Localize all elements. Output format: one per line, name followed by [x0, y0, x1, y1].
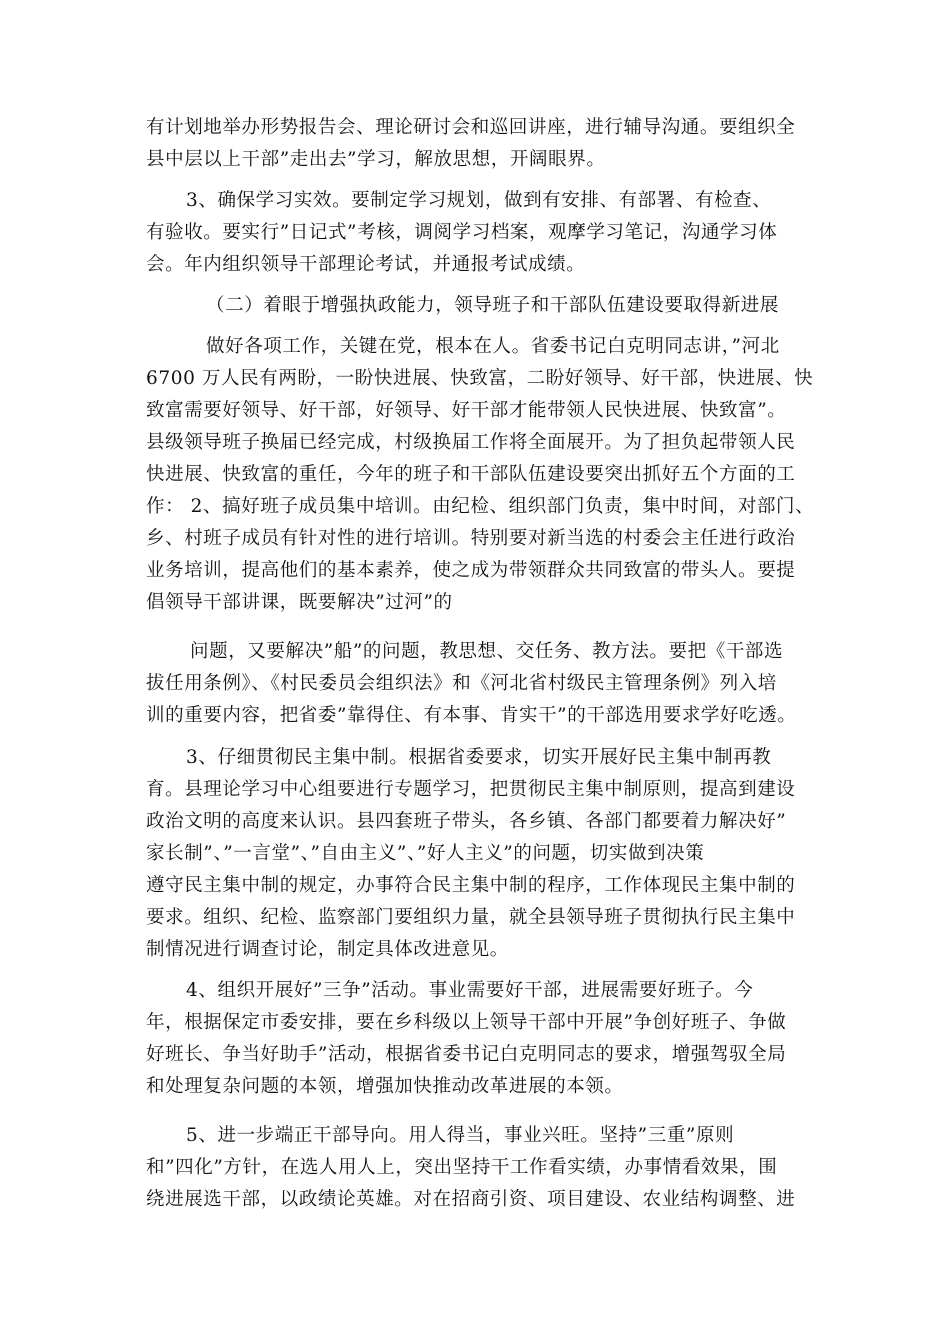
text-line: 育。县理论学习中心组要进行专题学习，把贯彻民主集中制原则，提高到建设	[146, 779, 796, 800]
text-line: 县中层以上干部”走出去”学习，解放思想，开阔眼界。	[146, 149, 606, 170]
text-line: 致富需要好领导、好干部，好领导、好干部才能带领人民快进展、快致富”。	[146, 400, 787, 421]
text-line: 政治文明的高度来认识。县四套班子带头，各乡镇、各部门都要着力解决好”	[146, 811, 787, 832]
text-line: 作： 2、搞好班子成员集中培训。由纪检、组织部门负责，集中时间，对部门、	[146, 496, 815, 517]
text-line: 绕进展选干部，以政绩论英雄。对在招商引资、项目建设、农业结构调整、进	[146, 1189, 796, 1210]
text-line: 遵守民主集中制的规定，办事符合民主集中制的程序，工作体现民主集中制的	[146, 875, 796, 896]
text-line: 6700 万人民有两盼，一盼快进展、快致富，二盼好领导、好干部，快进展、快	[146, 368, 814, 389]
text-line: 制情况进行调查讨论，制定具体改进意见。	[146, 939, 509, 960]
text-line: 有验收。要实行”日记式”考核，调阅学习档案，观摩学习笔记，沟通学习体	[146, 222, 778, 243]
text-line: 家长制”、”一言堂”、”自由主义”、”好人主义”的问题，切实做到决策	[146, 843, 705, 864]
text-line: 3、仔细贯彻民主集中制。根据省委要求，切实开展好民主集中制再教	[186, 747, 772, 768]
text-line: 年，根据保定市委安排，要在乡科级以上领导干部中开展”争创好班子、争做	[146, 1012, 787, 1033]
text-line: 乡、村班子成员有针对性的进行培训。特别要对新当选的村委会主任进行政治	[146, 528, 796, 549]
text-line: 好班长、争当好助手”活动，根据省委书记白克明同志的要求，增强驾驭全局	[146, 1044, 787, 1065]
text-line: 要求。组织、纪检、监察部门要组织力量，就全县领导班子贯彻执行民主集中	[146, 907, 796, 928]
text-line: 做好各项工作，关键在党，根本在人。省委书记白克明同志讲，”河北	[206, 336, 780, 357]
text-line: 和处理复杂问题的本领，增强加快推动改革进展的本领。	[146, 1076, 624, 1097]
text-line: 5、进一步端正干部导向。用人得当，事业兴旺。坚持”三重”原则	[186, 1125, 735, 1146]
text-line: 问题，又要解决”船”的问题，教思想、交任务、教方法。要把《干部选	[190, 641, 784, 662]
text-line: 训的重要内容，把省委”靠得住、有本事、肯实干”的干部选用要求学好吃透。	[146, 705, 797, 726]
text-line: 和”四化”方针，在选人用人上，突出坚持干工作看实绩，办事情看效果，围	[146, 1157, 778, 1178]
text-line: 倡领导干部讲课，既要解决”过河”的	[146, 592, 453, 613]
text-line: 会。年内组织领导干部理论考试，并通报考试成绩。	[146, 254, 586, 275]
text-line: 拔任用条例》、《村民委员会组织法》和《河北省村级民主管理条例》列入培	[146, 673, 777, 694]
section-heading: （二）着眼于增强执政能力，领导班子和干部队伍建设要取得新进展	[206, 295, 780, 316]
text-line: 业务培训，提高他们的基本素养，使之成为带领群众共同致富的带头人。要提	[146, 560, 796, 581]
text-line: 快进展、快致富的重任，今年的班子和干部队伍建设要突出抓好五个方面的工	[146, 464, 796, 485]
text-line: 县级领导班子换届已经完成，村级换届工作将全面展开。为了担负起带领人民	[146, 432, 796, 453]
text-line: 3、确保学习实效。要制定学习规划，做到有安排、有部署、有检查、	[186, 190, 772, 211]
text-line: 有计划地举办形势报告会、理论研讨会和巡回讲座，进行辅导沟通。要组织全	[146, 117, 796, 138]
text-line: 4、组织开展好”三争”活动。事业需要好干部，进展需要好班子。今	[186, 980, 754, 1001]
